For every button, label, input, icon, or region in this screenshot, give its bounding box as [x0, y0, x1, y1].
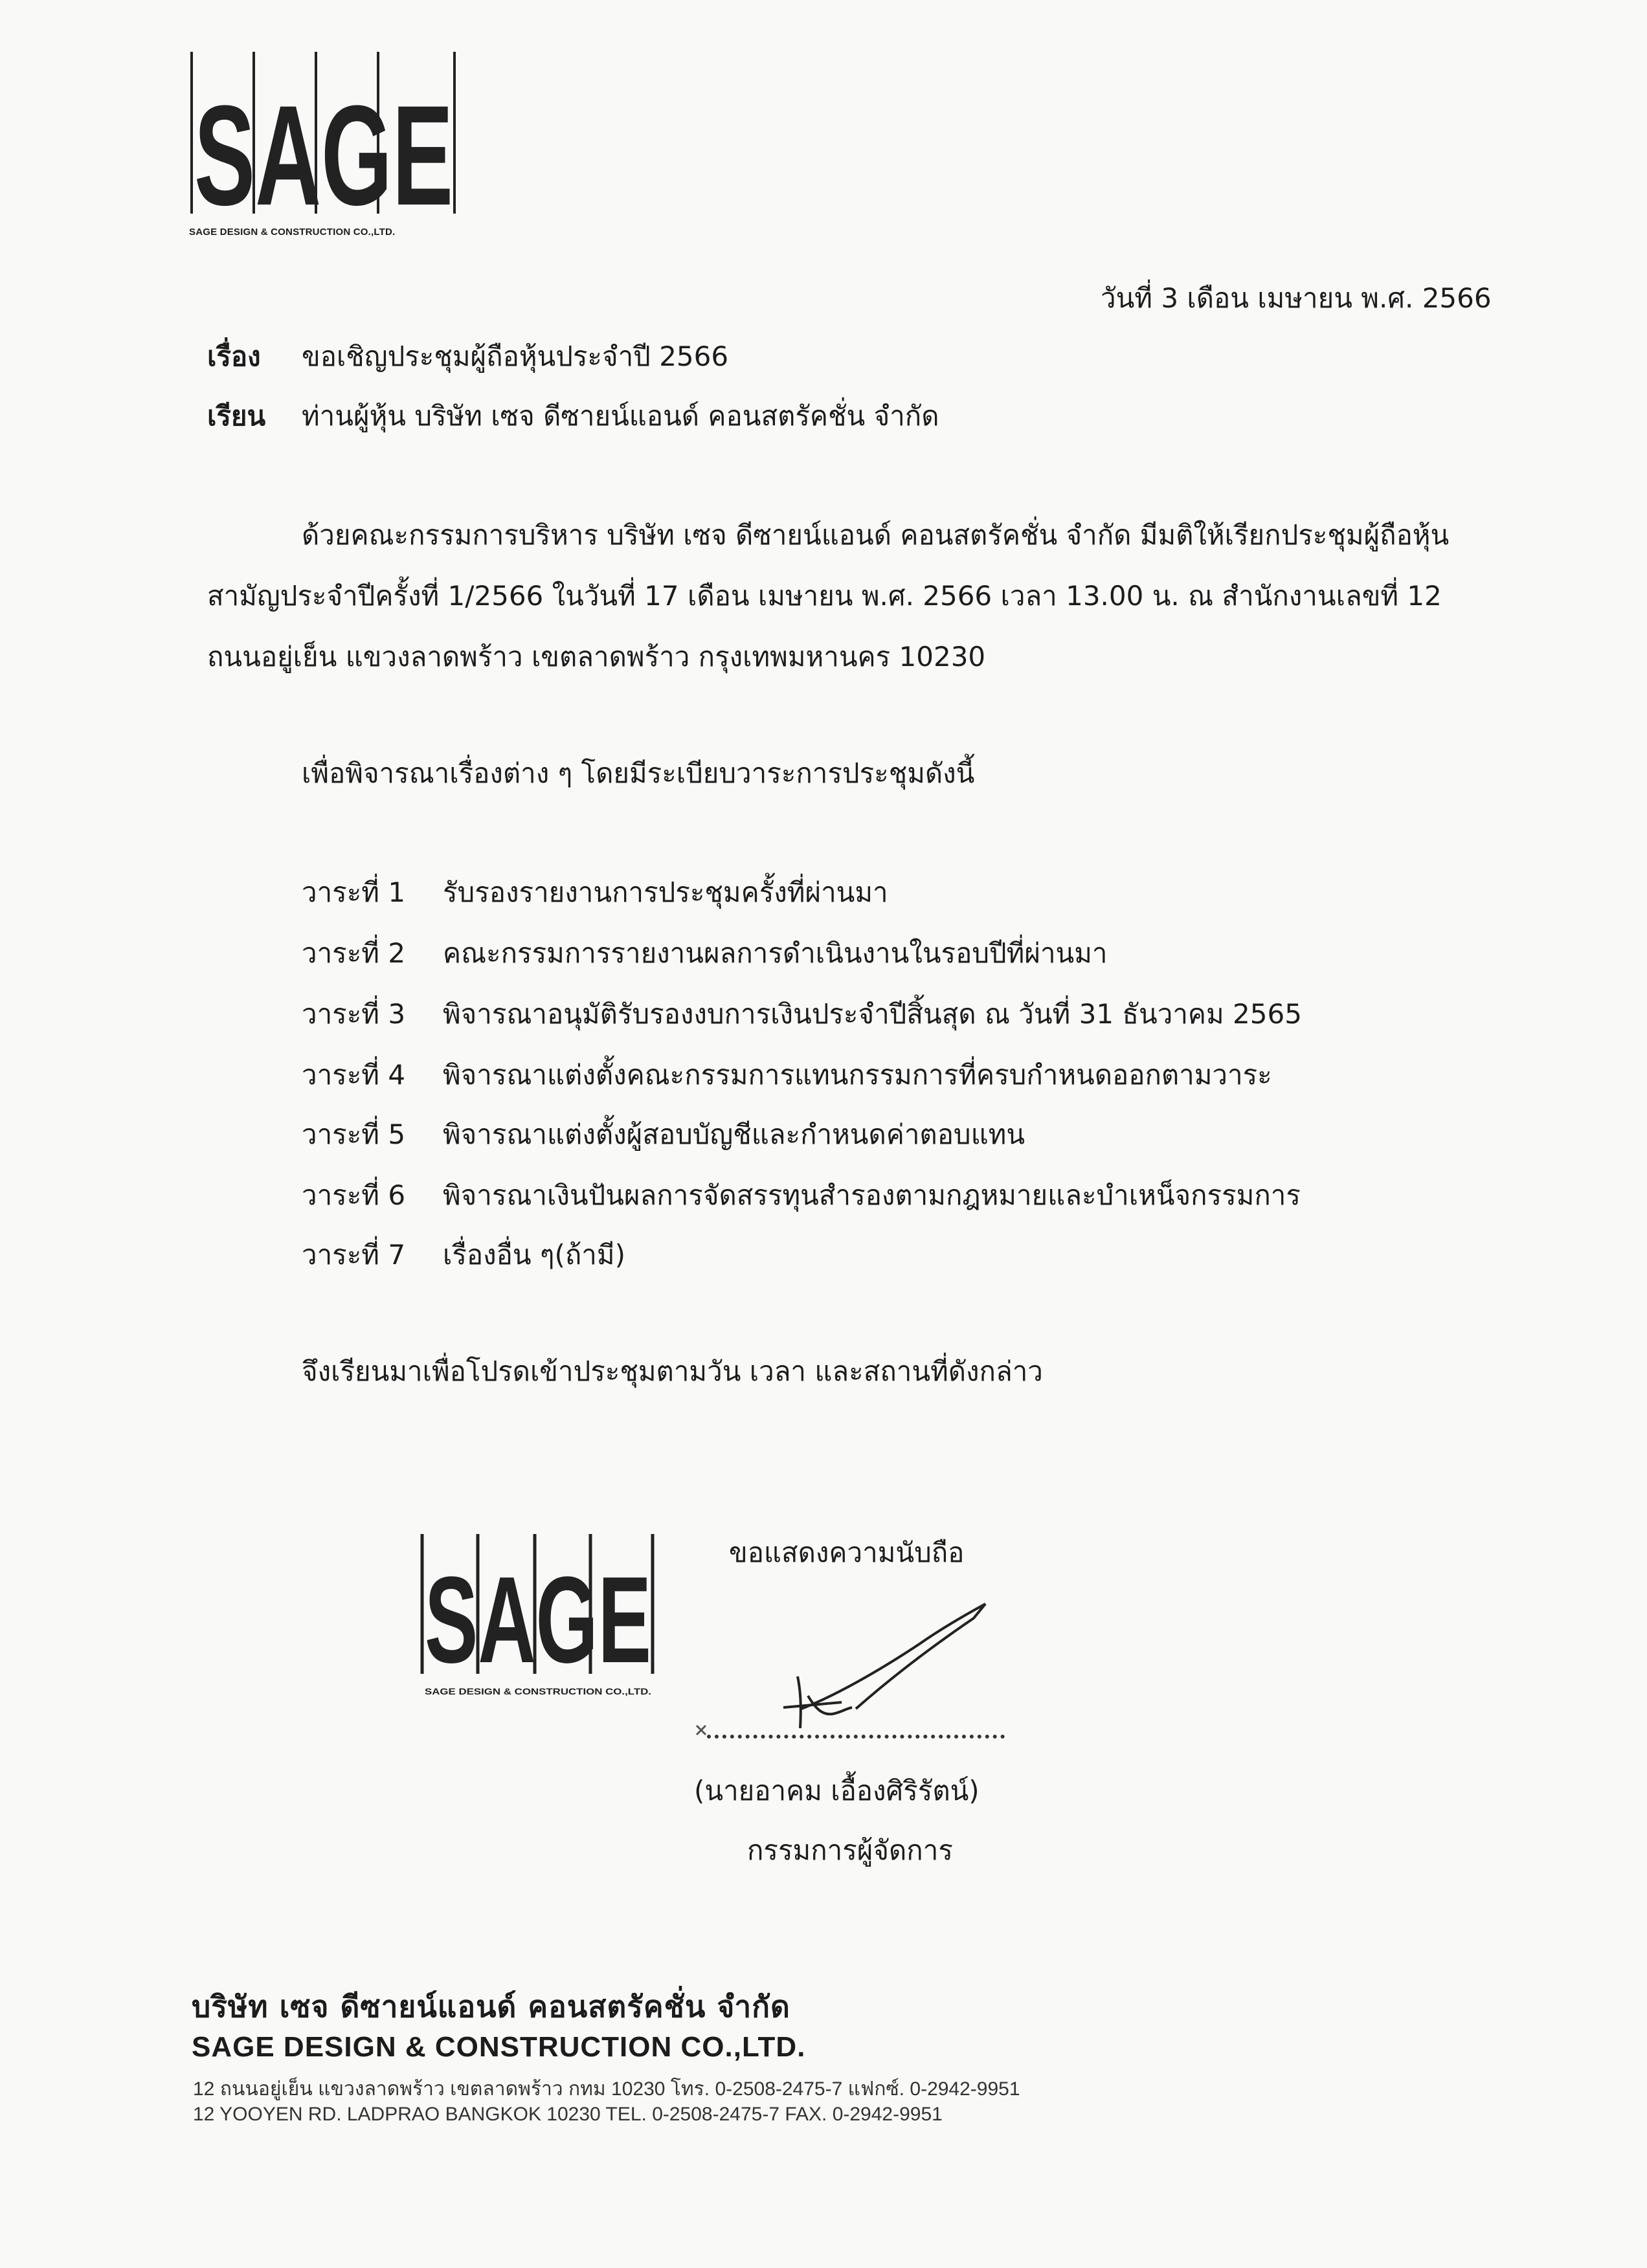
- signature-line: [707, 1735, 1005, 1739]
- agenda-item: พิจารณาแต่งตั้งคณะกรรมการแทนกรรมการที่ครบกำหนดออกตามวาระ: [443, 1059, 1272, 1091]
- body-line-3: ถนนอยู่เย็น แขวงลาดพร้าว เขตลาดพร้าว กรุงเทพมหานคร 10230: [207, 641, 986, 673]
- agenda-number: วาระที่ 5: [302, 1118, 406, 1150]
- logo-word: SAGE: [194, 76, 453, 220]
- logo-tagline: SAGE DESIGN & CONSTRUCTION CO.,LTD.: [189, 227, 396, 238]
- signatory-name: (นายอาคม เอื้องศิริรัตน์): [694, 1775, 980, 1807]
- subject-label: เรื่อง: [207, 340, 261, 372]
- agenda-item: พิจารณาเงินปันผลการจัดสรรทุนสำรองตามกฎหมายและบำเหน็จกรรมการ: [443, 1179, 1301, 1211]
- handwritten-signature: [686, 1599, 1023, 1748]
- agenda-item: รับรองรายงานการประชุมครั้งที่ผ่านมา: [443, 876, 888, 908]
- letter-date: วันที่ 3 เดือน เมษายน พ.ศ. 2566: [1101, 282, 1492, 314]
- recipient-text: ท่านผู้หุ้น บริษัท เซจ ดีซายน์แอนด์ คอนสตรัคชั่น จำกัด: [302, 400, 939, 432]
- closing-text: จึงเรียนมาเพื่อโปรดเข้าประชุมตามวัน เวลา และสถานที่ดังกล่าว: [302, 1355, 1043, 1387]
- recipient-label: เรียน: [207, 400, 266, 432]
- sage-logo-mark: [189, 52, 461, 220]
- footer-address-th: 12 ถนนอยู่เย็น แขวงลาดพร้าว เขตลาดพร้าว กทม 10230 โทร. 0-2508-2475-7 แฟกซ์. 0-2942-9951: [193, 2078, 1020, 2100]
- footer-company-en: SAGE DESIGN & CONSTRUCTION CO.,LTD.: [192, 2031, 806, 2063]
- agenda-item: เรื่องอื่น ๆ(ถ้ามี): [443, 1239, 625, 1271]
- agenda-number: วาระที่ 7: [302, 1239, 406, 1271]
- agenda-item: คณะกรรมการรายงานผลการดำเนินงานในรอบปีที่ผ่านมา: [443, 937, 1108, 969]
- subject-text: ขอเชิญประชุมผู้ถือหุ้นประจำปี 2566: [302, 340, 729, 372]
- agenda-intro: เพื่อพิจารณาเรื่องต่าง ๆ โดยมีระเบียบวาระการประชุมดังนี้: [302, 757, 975, 789]
- stamp-tagline: SAGE DESIGN & CONSTRUCTION CO.,LTD.: [425, 1686, 651, 1696]
- signatory-position: กรรมการผู้จัดการ: [747, 1834, 953, 1866]
- regards-text: ขอแสดงความนับถือ: [729, 1537, 965, 1568]
- footer-company-th: บริษัท เซจ ดีซายน์แอนด์ คอนสตรัคชั่น จำกัด: [192, 1989, 790, 2024]
- stamp-mark: [420, 1525, 666, 1706]
- company-logo: [189, 52, 461, 246]
- agenda-number: วาระที่ 6: [302, 1179, 406, 1211]
- agenda-number: วาระที่ 1: [302, 876, 406, 908]
- body-line-2: สามัญประจำปีครั้งที่ 1/2566 ในวันที่ 17 เดือน เมษายน พ.ศ. 2566 เวลา 13.00 น. ณ สำนักงานเลขที่ 12: [207, 580, 1442, 612]
- agenda-number: วาระที่ 3: [302, 998, 406, 1030]
- footer-address-en: 12 YOOYEN RD. LADPRAO BANGKOK 10230 TEL. 0-2508-2475-7 FAX. 0-2942-9951: [193, 2104, 943, 2125]
- agenda-number: วาระที่ 4: [302, 1059, 406, 1091]
- agenda-item: พิจารณาแต่งตั้งผู้สอบบัญชีและกำหนดค่าตอบแทน: [443, 1118, 1025, 1150]
- body-line-1: ด้วยคณะกรรมการบริหาร บริษัท เซจ ดีซายน์แอนด์ คอนสตรัคชั่น จำกัด มีมติให้เรียกประชุมผู้ถือหุ้น: [302, 519, 1450, 551]
- stamp-word: SAGE: [425, 1551, 651, 1689]
- agenda-item: พิจารณาอนุมัติรับรองงบการเงินประจำปีสิ้นสุด ณ วันที่ 31 ธันวาคม 2565: [443, 998, 1302, 1030]
- agenda-number: วาระที่ 2: [302, 937, 406, 969]
- company-stamp: [420, 1525, 666, 1706]
